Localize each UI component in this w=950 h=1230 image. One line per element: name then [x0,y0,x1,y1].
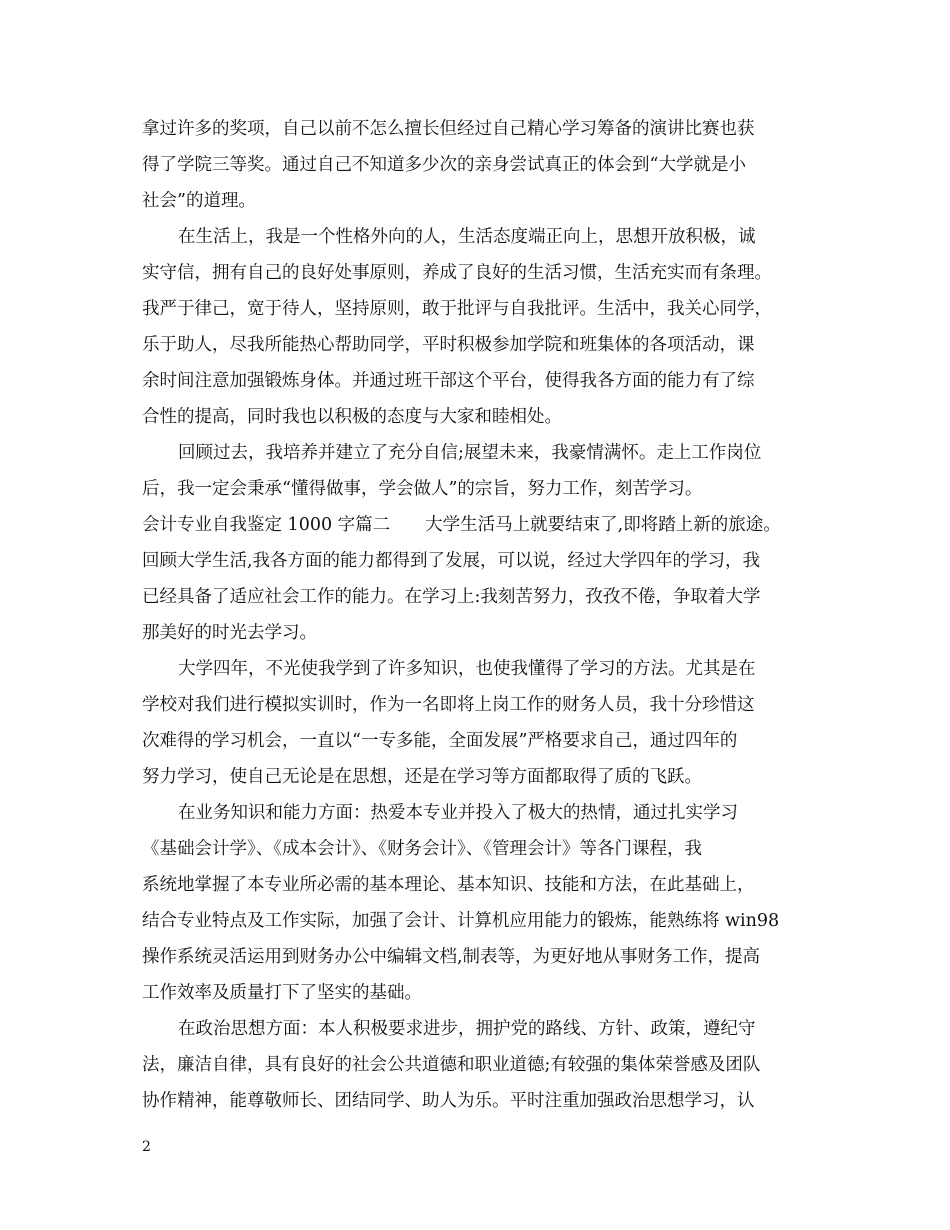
paragraph-start-line: 在政治思想方面：本人积极要求进步，拥护党的路线、方针、政策，遵纪守 [178,1019,756,1039]
page-number: 2 [142,1139,151,1155]
text-line: 余时间注意加强锻炼身体。并通过班干部这个平台，使得我各方面的能力有了综 [142,371,755,391]
paragraph-start-line: 在业务知识和能力方面：热爱本专业并投入了极大的热情，通过扎实学习 [178,803,738,823]
text-line: 已经具备了适应社会工作的能力。在学习上:我刻苦努力，孜孜不倦，争取着大学 [142,587,761,607]
text-line: 法，廉洁自律，具有良好的社会公共道德和职业道德;有较强的集体荣誉感及团队 [142,1055,761,1075]
text-line: 学校对我们进行模拟实训时，作为一名即将上岗工作的财务人员，我十分珍惜这 [142,695,755,715]
text-line: 努力学习，使自己无论是在思想，还是在学习等方面都取得了质的飞跃。 [142,767,702,787]
text-line: 《基础会计学》、《成本会计》、《财务会计》、《管理会计》等各门课程，我 [142,839,702,859]
text-line: 回顾大学生活,我各方面的能力都得到了发展，可以说，经过大学四年的学习，我 [142,551,761,571]
text-line: 那美好的时光去学习。 [142,623,317,643]
section-heading-line: 会计专业自我鉴定 1000 字篇二 大学生活马上就要结束了,即将踏上新的旅途。 [142,515,781,535]
text-line: 后，我一定会秉承“懂得做事，学会做人”的宗旨，努力工作，刻苦学习。 [142,479,703,499]
text-line: 拿过许多的奖项，自己以前不怎么擅长但经过自己精心学习筹备的演讲比赛也获 [142,119,755,139]
text-line: 得了学院三等奖。通过自己不知道多少次的亲身尝试真正的体会到“大学就是小 [142,155,746,175]
text-line: 次难得的学习机会，一直以“一专多能，全面发展”严格要求自己，通过四年的 [142,731,738,751]
paragraph-start-line: 在生活上，我是一个性格外向的人，生活态度端正向上，思想开放积极，诚 [178,227,756,247]
text-line: 合性的提高，同时我也以积极的态度与大家和睦相处。 [142,407,562,427]
text-line: 系统地掌握了本专业所必需的基本理论、基本知识、技能和方法，在此基础上， [142,875,755,895]
paragraph-start-line: 回顾过去，我培养并建立了充分自信;展望未来，我豪情满怀。走上工作岗位 [178,443,762,463]
text-line: 我严于律己，宽于待人，坚持原则，敢于批评与自我批评。生活中，我关心同学， [142,299,772,319]
text-line: 协作精神，能尊敬师长、团结同学、助人为乐。平时注重加强政治思想学习，认 [142,1091,755,1111]
text-line: 乐于助人，尽我所能热心帮助同学，平时积极参加学院和班集体的各项活动，课 [142,335,755,355]
text-line: 结合专业特点及工作实际，加强了会计、计算机应用能力的锻炼，能熟练将 win98 [142,911,780,931]
text-line: 工作效率及质量打下了坚实的基础。 [142,983,422,1003]
text-line: 实守信，拥有自己的良好处事原则，养成了良好的生活习惯，生活充实而有条理。 [142,263,772,283]
paragraph-start-line: 大学四年，不光使我学到了许多知识，也使我懂得了学习的方法。尤其是在 [178,659,756,679]
text-line: 操作系统灵活运用到财务办公中编辑文档,制表等，为更好地从事财务工作，提高 [142,947,761,967]
text-line: 社会”的道理。 [142,191,256,211]
